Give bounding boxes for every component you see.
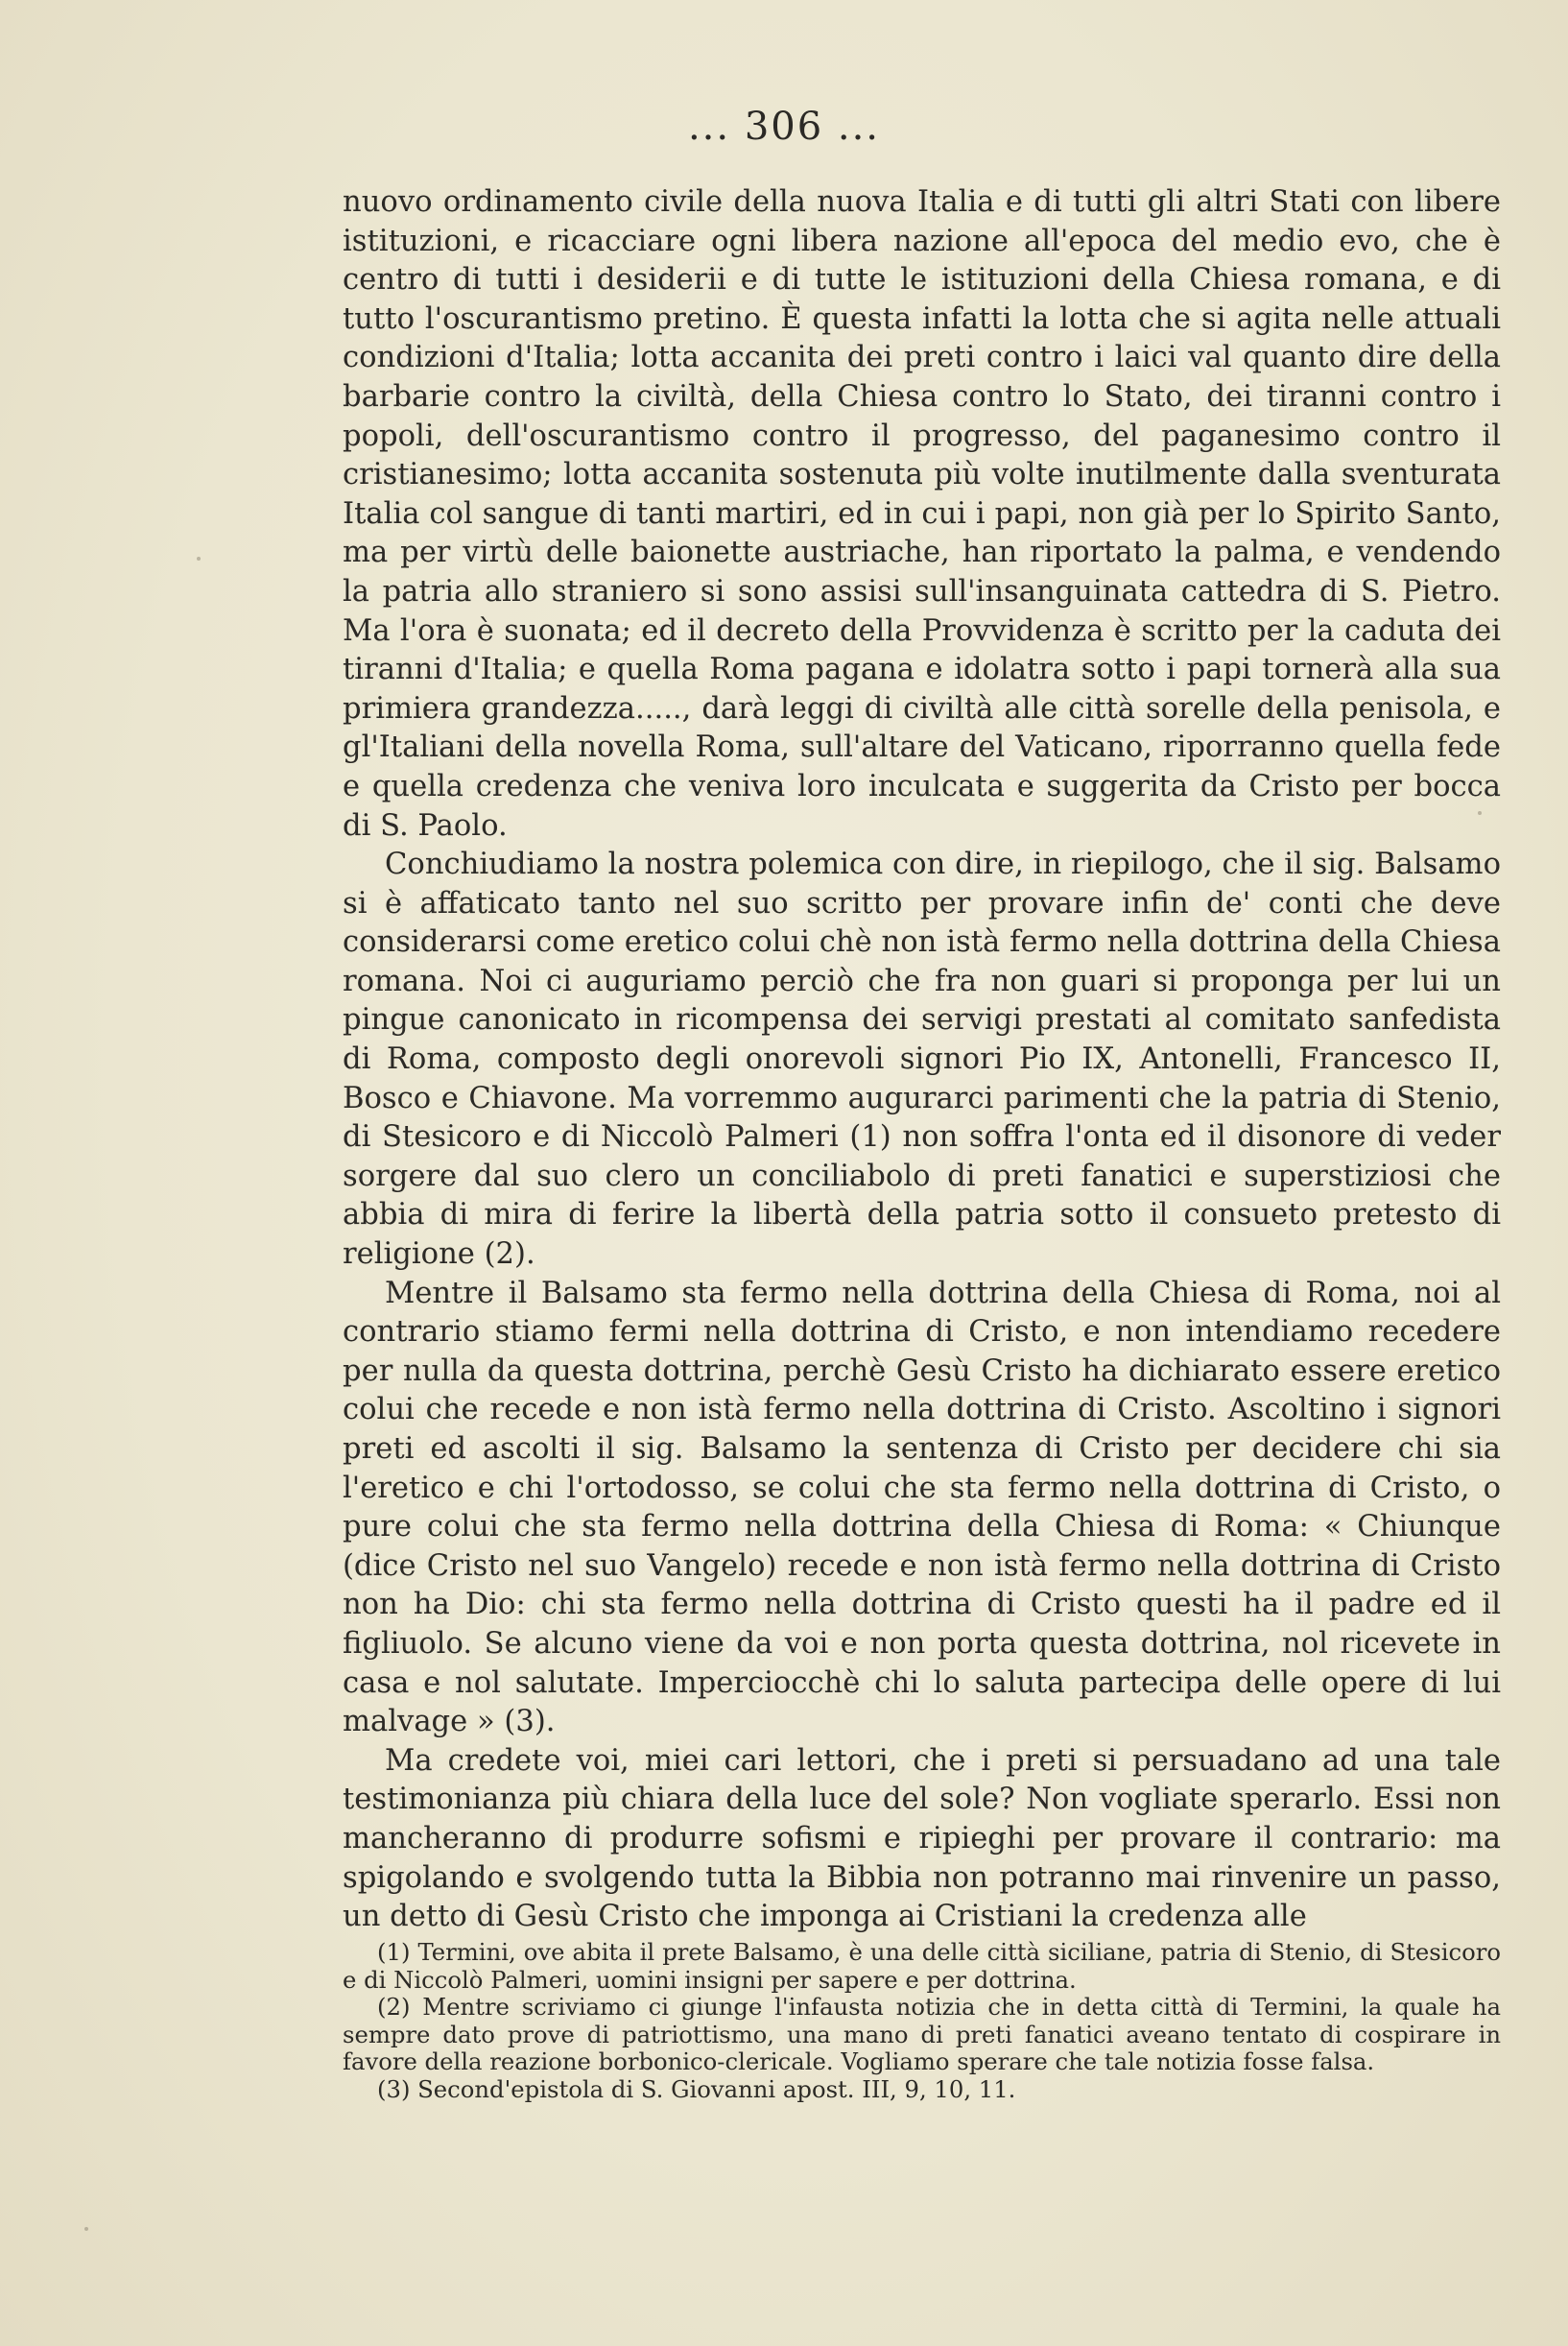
paragraph-2: Conchiudiamo la nostra polemica con dire, in riepilogo, che il sig. Balsamo si è affaticato tanto nel suo scritto per provare infin de' conti che deve considerarsi come eretico colui chè non istà fermo nella dottrina della Chiesa romana. Noi ci auguriamo perciò che fra non guari si proponga per lui un pingue canonicato in ricompensa dei servigi prestati al comitato sanfedista di Roma, composto degli onorevoli signori Pio IX, Antonelli, Francesco II, Bosco e Chiavone. Ma vorremmo augurarci parimenti che la patria di Stenio, di Stesicoro e di Niccolò Palmeri (1) non soffra l'onta ed il disonore di veder sorgere dal suo clero un conciliabolo di preti fanatici e superstiziosi che abbia di mira di ferire la libertà della patria sotto il consueto pretesto di religione (2). [343,848,1501,1272]
footnote-1: (1) Termini, ove abita il prete Balsamo, è una delle città siciliane, patria di Stenio, di Stesicoro e di Niccolò Palmeri, uomini insigni per sapere e per dottrina. [343,1938,1501,1994]
paper-speck [197,557,201,561]
page-number-header: ... 306 ... [687,105,881,149]
paper-speck [1478,811,1482,815]
footnote-2: (2) Mentre scriviamo ci giunge l'infausta notizia che in detta città di Termini, la quale ha sempre dato prove di patriottismo, una mano di preti fanatici aveano tentato di cospirare in favore della reazione borbonico-clericale. Vogliamo sperare che tale notizia fosse falsa. [343,1993,1501,2075]
paragraph-3: Mentre il Balsamo sta fermo nella dottrina della Chiesa di Roma, noi al contrario stiamo fermi nella dottrina di Cristo, e non intendiamo recedere per nulla da questa dottrina, perchè Gesù Cristo ha dichiarato essere eretico colui che recede e non istà fermo nella dottrina di Cristo. Ascoltino i signori preti ed ascolti il sig. Balsamo la sentenza di Cristo per decidere chi sia l'eretico e chi l'ortodosso, se colui che sta fermo nella dottrina di Cristo, o pure colui che sta fermo nella dottrina della Chiesa di Roma: « Chiunque (dice Cristo nel suo Vangelo) recede e non istà fermo nella dottrina di Cristo non ha Dio: chi sta fermo nella dottrina di Cristo questi ha il padre ed il figliuolo. Se alcuno viene da voi e non porta questa dottrina, nol ricevete in casa e nol salutate. Imperciocchè chi lo saluta partecipa delle opere di lui malvage » (3). [343,1276,1501,1739]
main-text [343,183,1501,1937]
footnotes [343,1939,1501,2103]
paragraph-4: Ma credete voi, miei cari lettori, che i preti si persuadano ad una tale testimonianza più chiara della luce del sole? Non vogliate sperarlo. Essi non mancheranno di produrre sofismi e ripieghi per provare il contrario: ma spigolando e svolgendo tutta la Bibbia non potranno mai rinvenire un passo, un detto di Gesù Cristo che imponga ai Cristiani la credenza alle [343,1743,1501,1934]
footnote-3: (3) Second'epistola di S. Giovanni apost. III, 9, 10, 11. [377,2074,1016,2103]
paper-speck [84,2227,88,2231]
paragraph-1: nuovo ordinamento civile della nuova Italia e di tutti gli altri Stati con libere istituzioni, e ricacciare ogni libera nazione all'epoca del medio evo, che è centro di tutti i desiderii e di tutte le istituzioni della Chiesa romana, e di tutto l'oscurantismo pretino. È questa infatti la lotta che si agita nelle attuali condizioni d'Italia; lotta accanita dei preti contro i laici val quanto dire della barbarie contro la civiltà, della Chiesa contro lo Stato, dei tiranni contro i popoli, dell'oscurantismo contro il progresso, del paganesimo contro il cristianesimo; lotta accanita sostenuta più volte inutilmente dalla sventurata Italia col sangue di tanti martiri, ed in cui i papi, non già per lo Spirito Santo, ma per virtù delle baionette austriache, han riportato la palma, e vendendo la patria allo straniero si sono assisi sull'insanguinata cattedra di S. Pietro. Ma l'ora è suonata; ed il decreto della Provvidenza è scritto per la caduta dei tiranni d'Italia; e quella Roma pagana e idolatra sotto i papi tornerà alla sua primiera grandezza....., darà leggi di civiltà alle città sorelle della penisola, e gl'Italiani della novella Roma, sull'altare del Vaticano, riporranno quella fede e quella credenza che veniva loro inculcata e suggerita da Cristo per bocca di S. Paolo. [343,185,1501,843]
